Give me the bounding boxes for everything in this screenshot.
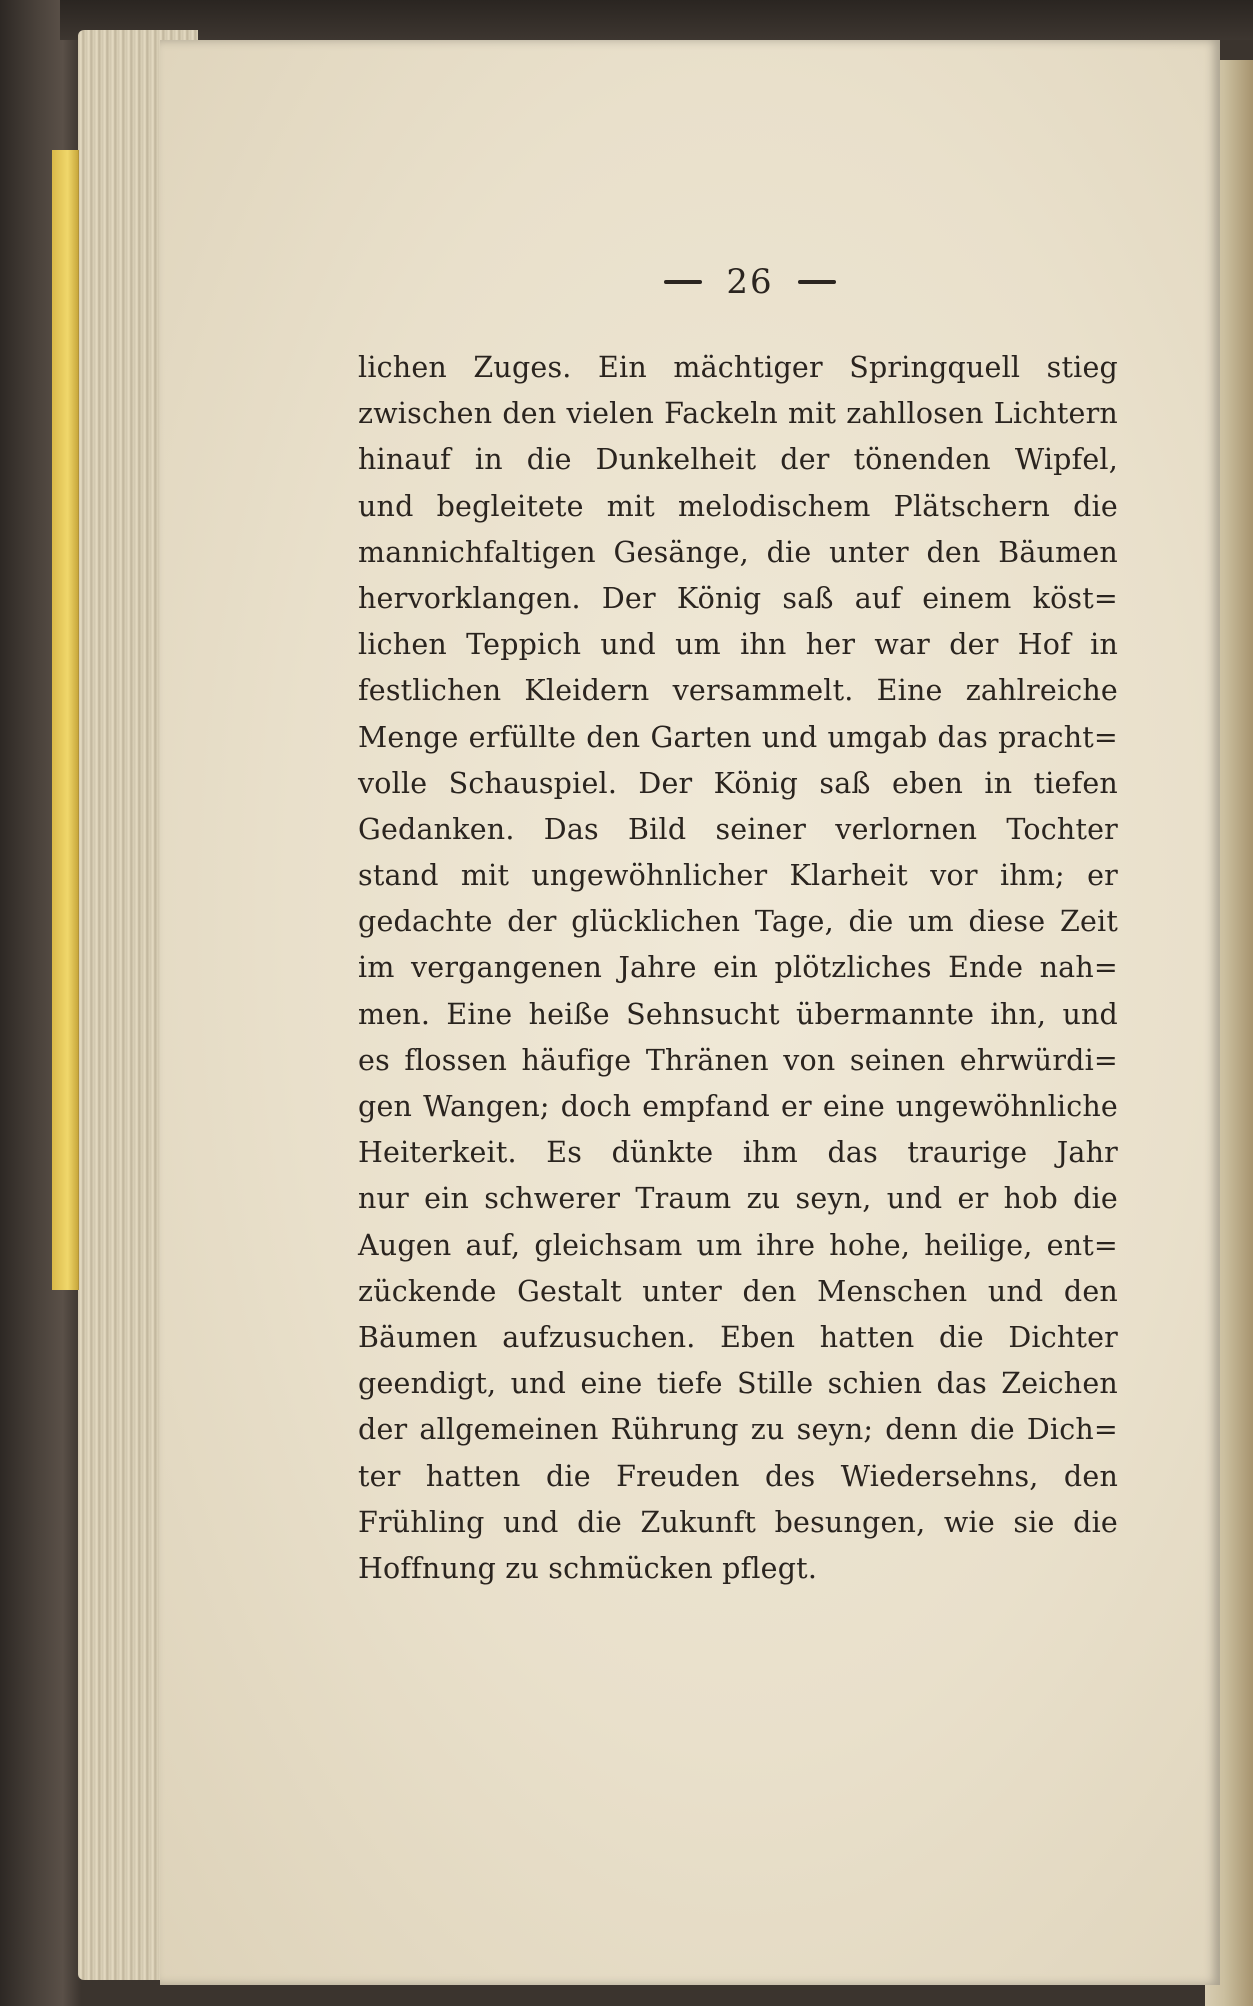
left-dash [664,280,702,284]
page-number: 26 [726,262,774,302]
text-line: Menge erfüllte den Garten und umgab das pracht= [358,720,1118,754]
text-line: gen Wangen; doch empfand er eine ungewöhnliche [358,1090,1118,1123]
text-line: und begleitete mit melodischem Plätschern die [358,489,1118,523]
text-line: lichen Teppich und um ihn her war der Hof in [358,628,1118,662]
text-line: mannichfaltigen Gesänge, die unter den Bäumen [358,535,1118,569]
page-number-header [600,262,900,302]
text-line: der allgemeinen Rührung zu seyn; denn die Dich= [358,1413,1118,1447]
text-line: Gedanken. Das Bild seiner verlornen Tochter [358,812,1118,846]
text-line: lichen Zuges. Ein mächtiger Springquell stieg [358,351,1118,384]
text-line: hervorklangen. Der König saß auf einem köst= [358,581,1118,615]
text-line: es flossen häufige Thränen von seinen ehrwürdi= [358,1043,1118,1077]
text-line: men. Eine heiße Sehnsucht übermannte ihn, und [358,997,1118,1031]
text-line: Bäumen aufzusuchen. Eben hatten die Dichter [358,1320,1118,1354]
text-line: geendigt, und eine tiefe Stille schien das Zeichen [358,1367,1118,1401]
body-text [358,345,1118,1592]
text-line: Hoffnung zu schmücken pflegt. [358,1551,818,1585]
text-line: zwischen den vielen Fackeln mit zahllosen Lichtern [358,397,1118,431]
text-line: zückende Gestalt unter den Menschen und den [358,1274,1118,1308]
bookmark-tab [52,150,79,1290]
text-line: nur ein schwerer Traum zu seyn, und er hob die [358,1182,1118,1216]
text-line: hinauf in die Dunkelheit der tönenden Wipfel, [358,443,1118,477]
text-line: Frühling und die Zukunft besungen, wie sie die [358,1505,1118,1539]
book-cover-edge [60,0,1253,40]
text-line: ter hatten die Freuden des Wiedersehns, den [358,1459,1118,1493]
text-line: Augen auf, gleichsam um ihre hohe, heilige, ent= [358,1228,1118,1262]
text-line: stand mit ungewöhnlicher Klarheit vor ihm; er [358,859,1118,893]
text-line: festlichen Kleidern versammelt. Eine zahlreiche [358,674,1118,708]
text-line: gedachte der glücklichen Tage, die um diese Zeit [358,905,1118,939]
text-line: im vergangenen Jahre ein plötzliches Ende nah= [358,951,1118,985]
right-dash [798,280,836,284]
text-line: Heiterkeit. Es dünkte ihm das traurige Jahr [358,1136,1118,1170]
text-line: volle Schauspiel. Der König saß eben in tiefen [358,766,1118,800]
